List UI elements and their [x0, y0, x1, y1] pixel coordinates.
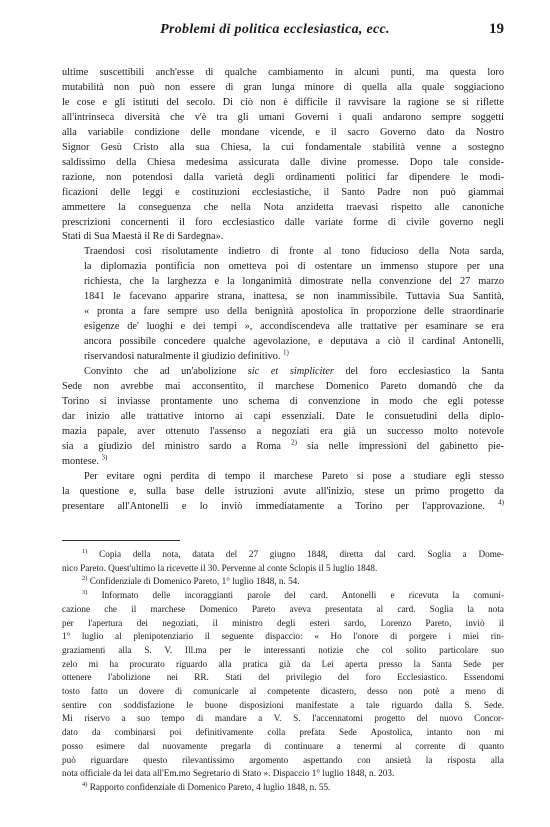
footnote-mark: 3) [82, 589, 88, 597]
footnotes [62, 548, 504, 795]
text-line: alla variabile condizione delle mondane vicende, e il sacro Governo dato da Nostro [62, 126, 504, 138]
text-line: Per evitare ogni perdita di tempo il marchese Pareto si pose a studiare egli stesso [84, 470, 504, 482]
italic-phrase: sic et simpliciter [247, 366, 334, 378]
footnote-ref: 3) [101, 453, 108, 462]
text-line: 1841 le facevano apparire strana, inattesa, se non inammissibile. Tuttavia Sua Santità, [84, 291, 504, 303]
footnote-mark: 2) [82, 575, 88, 583]
text-line: la diplomazia pontificia non ometteva poi di ostentare un immenso stupore per una [84, 261, 504, 273]
footnote-divider [62, 540, 180, 541]
footnote-line: tosto fatto un dovere di comunicarle al competente dicastero, desso non potè a meno di [62, 686, 504, 697]
footnote-line [62, 781, 504, 795]
footnote-line: posso esimere dal nuovamente pregarla di continuare a tenermi al corrente di quanto [62, 740, 504, 751]
text-fragment: sia a giudizio del ministro sardo a Roma [62, 440, 281, 452]
footnote-line: ottenere l'abolizione nei RR. Stati del privilegio del foro Ecclesiastico. Essendomi [62, 672, 504, 683]
footnote-line: graziamenti alla S. V. Ill.ma per le interessanti notizie che col solito particolare suo [62, 644, 504, 655]
text-line: dar inizio alle trattative intorno ai capi essenziali. Date le consuetudini della diplo- [62, 410, 504, 422]
text-line: ultime suscettibili anch'esse di qualche cambiamento in alcuni punti, ma questa loro [62, 67, 504, 78]
text-fragment: presentare all'Antonelli e lo inviò immediatamente a Torino per l'approvazione. [62, 500, 485, 512]
footnote-line: nota officiale da lei data all'Em.mo Segretario di Stato ». Dispaccio 1° luglio 1848, n. 203. [62, 768, 395, 779]
footnote-line: cazione che il marchese Domenico Pareto aveva presentata al card. Soglia la nota [62, 603, 504, 614]
footnote-line: Mi riservo a suo tempo di mandare a V. S. l'accennatomi progetto del nuovo Concor- [62, 713, 504, 724]
footnote-line [62, 548, 504, 562]
page-number: 19 [489, 21, 504, 37]
footnote-line: può riguardare questo rilevantissimo argomento aspettando con ansietà la risposta alla [62, 754, 504, 765]
footnote-4 [62, 781, 504, 795]
text-fragment: Rapporto confidenziale di Domenico Pareto, 4 luglio 1848, n. 55. [89, 781, 331, 792]
paragraph-4 [62, 470, 504, 515]
text-fragment: sia nelle impressioni del gabinetto pie- [307, 440, 505, 452]
text-line: mazia papale, aver ottenuto l'assenso a negoziati era già un successo molto notevole [62, 425, 504, 437]
text-line: Traendosi così risolutamente indietro di fronte al tono fiducioso della Nota sarda, [84, 246, 504, 258]
text-line: ammettere la conseguenza che nella Nota anzidetta traevasi rispetto alle canoniche [62, 201, 504, 213]
text-line [62, 455, 504, 470]
footnote-line [62, 575, 504, 589]
footnote-line [62, 589, 504, 603]
footnote-mark: 1) [82, 547, 88, 555]
text-line [62, 500, 504, 515]
text-line: « pronta a fare sempre uso della benignità apostolica in proporzione delle straordinarie [84, 306, 504, 318]
page-header [0, 22, 550, 44]
paragraph-1 [62, 66, 504, 245]
text-fragment: Confidenziale di Domenico Pareto, 1° luglio 1848, n. 54. [89, 576, 300, 587]
text-line [62, 365, 504, 380]
body-text [62, 66, 504, 515]
text-line: esigenze de' luoghi e dei tempi », accondiscendeva alle trattative per esaminare se era [84, 321, 504, 333]
footnote-1 [62, 548, 504, 575]
text-line: all'intrinseca diversità che v'è tra gli umani Governi i quali andarono sempre soggetti [62, 111, 504, 123]
text-line: Stati di Sua Maestà il Re di Sardegna». [62, 231, 224, 243]
text-line: la questione e, sulla base delle istruzioni avute all'inizio, stese un primo progetto da [62, 485, 504, 497]
text-line: mutabilità non può non essere di gran lunga minore di quella alla quale soggiaciono [62, 81, 504, 93]
text-line: ancora possibile concedere qualche agevolazione, e deputava a ciò il cardinal Antonelli, [84, 336, 504, 348]
text-line: le cose e gli istituti del secolo. Di ciò non è difficile il ravvisare la ragione se si riflette [62, 96, 504, 108]
text-line: Signor Gesù Cristo alla sua Chiesa, la cui fondamentale stabilità venne a sostegno [62, 141, 504, 153]
text-line [62, 350, 504, 365]
text-line: richiesta, che la larghezza e la longanimità dimostrate nella convenzione del 27 marzo [84, 276, 504, 288]
footnote-2 [62, 575, 504, 589]
text-line: prescrizioni concernenti il foro ecclesiastico dalle variate forme di civile governo negli [62, 216, 504, 228]
text-fragment: del foro ecclesiastico la Santa [345, 366, 505, 378]
footnote-line: zelo mi ha procurato riguardo alla pratica già da Lei aperta presso la Santa Sede per [62, 658, 504, 669]
text-line: Sede non avrebbe mai acconsentito, il marchese Domenico Pareto domandò che da [62, 381, 504, 393]
running-title: Problemi di politica ecclesiastica, ecc. [160, 22, 390, 37]
text-fragment: Copia della nota, datata del 27 giugno 1848, diretta dal card. Soglia a Dome- [99, 549, 504, 559]
footnote-ref: 2) [291, 438, 297, 447]
footnote-mark: 4) [82, 780, 88, 788]
text-fragment: riservandosi naturalmente il giudizio definitivo. [84, 351, 281, 363]
text-fragment: Convinto che ad un'abolizione [84, 366, 237, 378]
text-line: saldissimo della Chiesa medesima assicurata dalle divine promesse. Dopo tale conside- [62, 156, 504, 168]
text-line: razione, non potendosi dalla varietà degli ordinamenti politici far dipendere le modi- [62, 171, 504, 183]
footnote-line: dato da combinarsi poi definitivamente colla prefata Sede Apostolica, intanto non mi [62, 727, 504, 738]
footnote-3 [62, 589, 504, 781]
footnote-ref: 1) [283, 348, 289, 357]
text-line: ficazioni delle leggi e costituzioni ecclesiastiche, il Santo Padre non può giammai [62, 186, 504, 198]
text-line: Torino si inviasse prontamente uno schema di convenzione in modo che egli potesse [62, 395, 504, 407]
text-line [62, 440, 504, 455]
paragraph-2 [62, 245, 504, 365]
footnote-line: nico Pareto. Quest'ultimo la ricevette il 30. Pervenne al conte Sclopis il 5 luglio 1848. [62, 562, 378, 573]
text-fragment: montese. [62, 455, 99, 467]
footnote-ref: 4) [498, 498, 505, 507]
footnote-line: sentire con soddisfazione le buone disposizioni manifestate a tale riguardo dalla S. Sede. [62, 699, 504, 710]
paragraph-3 [62, 365, 504, 470]
footnote-line: 1° luglio al plenipotenziario il seguente dispaccio: « Ho l'onore di porgere i miei rin- [62, 631, 504, 642]
footnote-line: per l'apertura dei negoziati, il ministro degli esteri sardo, Lorenzo Pareto, inviò il [62, 617, 504, 628]
text-fragment: Informato delle incoraggianti parole del card. Antonelli e ricevuta la comuni- [101, 590, 504, 601]
